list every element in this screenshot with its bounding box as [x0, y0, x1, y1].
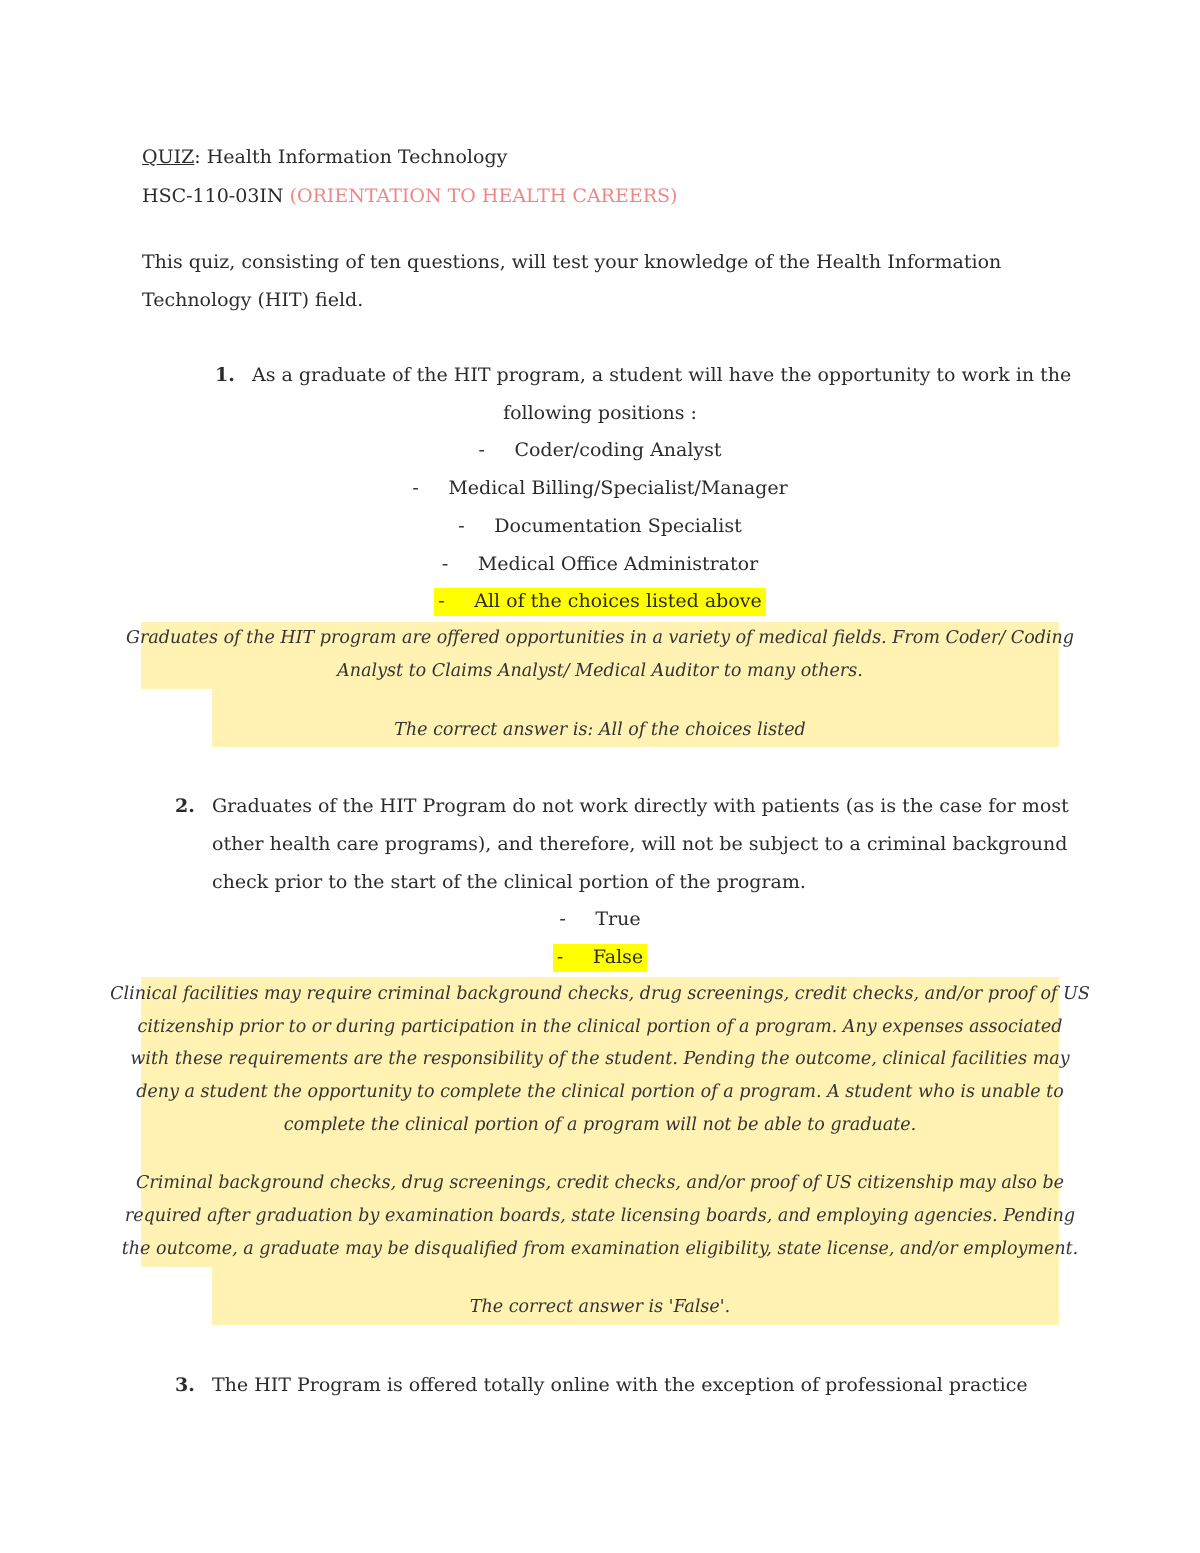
q1-choice-3: - Documentation Specialist [458, 515, 742, 537]
question-1-line-1: As a graduate of the HIT program, a student will have the opportunity to work in the [252, 364, 1072, 386]
course-line [142, 184, 677, 208]
question-3-line-1: The HIT Program is offered totally online with the exception of professional practice [212, 1374, 1028, 1396]
q2-correct-answer: The correct answer is 'False'. [469, 1297, 731, 1317]
q1-choice-5-correct [0, 589, 1200, 613]
q2-choice-1: - True [559, 908, 641, 930]
correct-highlight: - All of the choices listed above [434, 588, 766, 616]
quiz-title-line [142, 145, 507, 169]
q1-correct-answer: The correct answer is: All of the choices listed [394, 720, 806, 740]
intro-line-2: Technology (HIT) field. [142, 289, 364, 311]
q2-feedback2-line-2: required after graduation by examination boards, state licensing boards, and employing agencies. Pending [124, 1206, 1076, 1226]
q2-feedback-line-5: complete the clinical portion of a program will not be able to graduate. [283, 1115, 917, 1135]
question-2-line-2: other health care programs), and therefore, will not be subject to a criminal background [212, 833, 1068, 855]
question-1-line-2: following positions : [503, 402, 697, 424]
question-2-number: 2. [175, 795, 195, 817]
question-2-line-3: check prior to the start of the clinical portion of the program. [212, 871, 806, 893]
q2-feedback2-line-1: Criminal background checks, drug screenings, credit checks, and/or proof of US citizenship may also be [135, 1173, 1065, 1193]
quiz-title: : Health Information Technology [194, 146, 508, 168]
quiz-label: QUIZ [142, 146, 195, 168]
q2-feedback-line-2: citizenship prior to or during participation in the clinical portion of a program. Any expenses associated [137, 1017, 1063, 1037]
q2-choice-2-correct [0, 945, 1200, 969]
q1-choice-4: - Medical Office Administrator [441, 553, 759, 575]
q1-choice-1: - Coder/coding Analyst [478, 439, 722, 461]
course-code: HSC-110-03IN [142, 185, 290, 207]
intro-line-1: This quiz, consisting of ten questions, will test your knowledge of the Health Information [142, 251, 1002, 273]
q2-feedback2-line-3: the outcome, a graduate may be disqualified from examination eligibility, state license, and/or employment. [121, 1239, 1079, 1259]
q1-feedback-line-1: Graduates of the HIT program are offered opportunities in a variety of medical fields. From Coder/ Coding [125, 628, 1075, 648]
q1-feedback-line-2: Analyst to Claims Analyst/ Medical Auditor to many others. [337, 661, 863, 681]
course-name: (ORIENTATION TO HEALTH CAREERS) [289, 185, 678, 207]
q2-feedback-line-3: with these requirements are the responsibility of the student. Pending the outcome, clinical facilities may [130, 1049, 1070, 1069]
q2-feedback-line-1: Clinical facilities may require criminal background checks, drug screenings, credit checks, and/or proof of US [110, 984, 1090, 1004]
question-3-number: 3. [175, 1374, 195, 1396]
question-1-number: 1. [215, 364, 235, 386]
question-2-line-1: Graduates of the HIT Program do not work directly with patients (as is the case for most [212, 795, 1069, 817]
q2-feedback-line-4: deny a student the opportunity to complete the clinical portion of a program. A student who is unable to [136, 1082, 1064, 1102]
q1-choice-2: - Medical Billing/Specialist/Manager [412, 477, 788, 499]
correct-highlight: - False [553, 944, 647, 972]
